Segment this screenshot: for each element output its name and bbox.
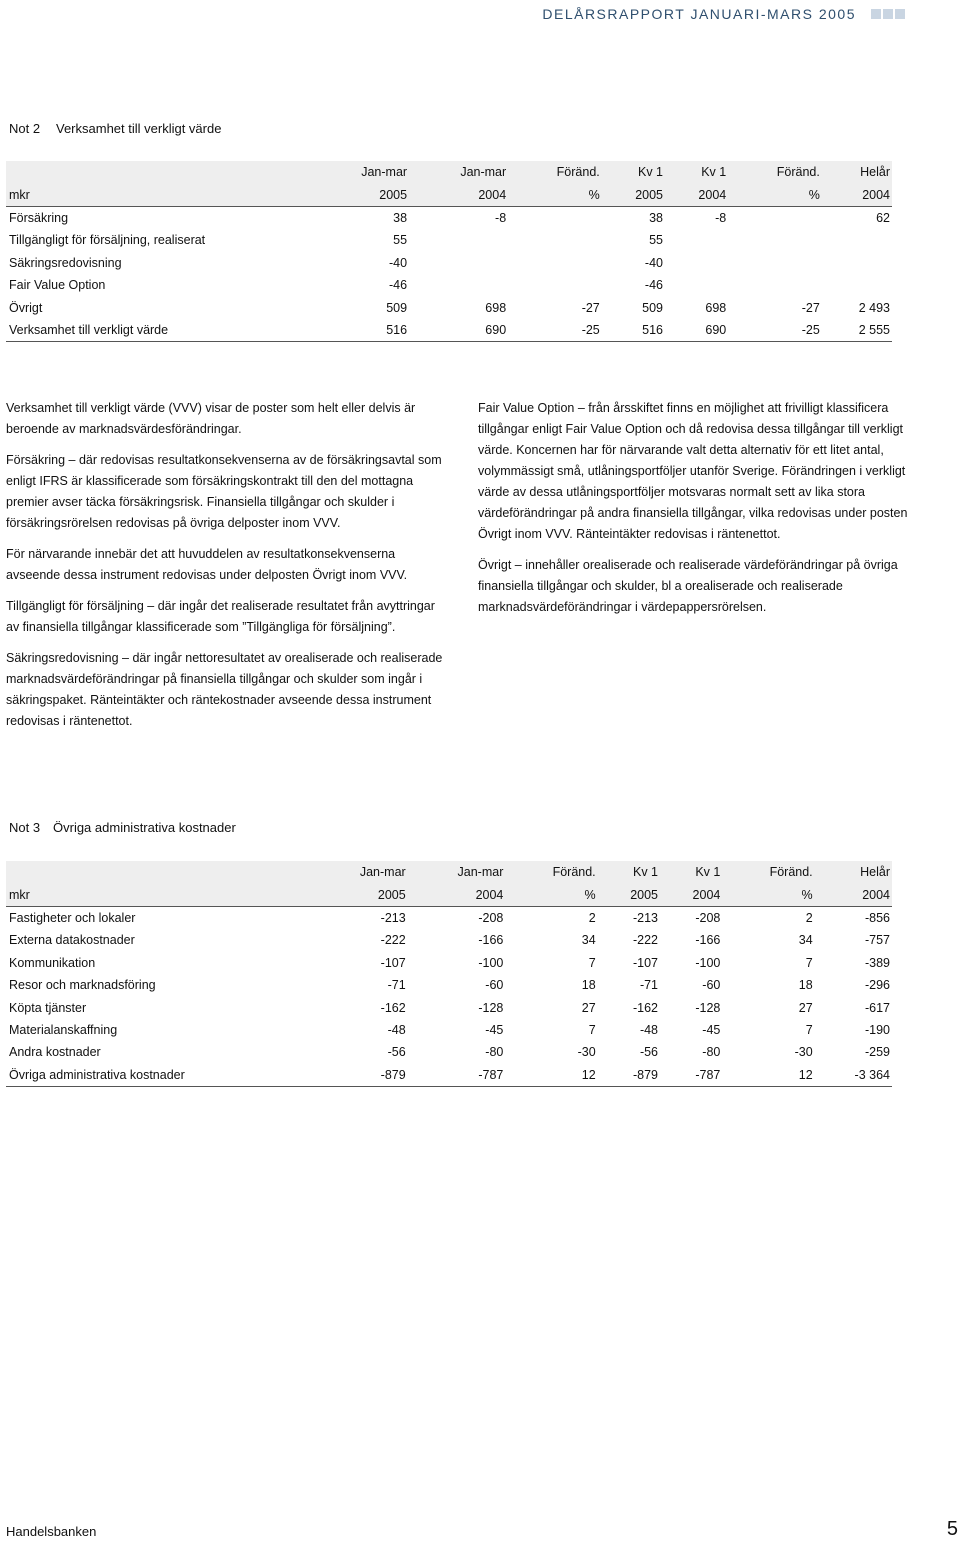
- table-cell: -213: [632, 910, 659, 925]
- note3-number: Not 3: [9, 820, 41, 835]
- table-cell: 698: [485, 300, 507, 315]
- table-header-row: [6, 883, 892, 906]
- page-number: 5: [946, 1518, 958, 1540]
- table-cell: -46: [389, 278, 408, 293]
- table-row: [6, 296, 892, 318]
- table-cell: -879: [598, 1064, 660, 1087]
- table-cell: Helår: [815, 861, 892, 883]
- table-row: [6, 952, 892, 974]
- table-cell: -80: [485, 1045, 504, 1060]
- table-cell: -45: [485, 1022, 504, 1037]
- table-cell: 698: [705, 300, 727, 315]
- table-cell: -8: [715, 210, 727, 225]
- paragraph: Tillgängligt för försäljning – där ingår det realiserade resultatet från avyttringar av finansiella tillgångar klassificerade som ”Tillgängliga för försäljning”.: [6, 599, 435, 634]
- paragraph: Försäkring – där redovisas resultatkonsekvenserna av de försäkringsavtal som enligt IFRS är klassificerade som försäkringskontrakt till den del mottagna premier avser täcka försäkringsrisk. Finansiella tillgångar och skulder i försäkringsrörelsen redovisas på övriga delposter inom VVV.: [6, 453, 442, 530]
- row-label: Materialanskaffning: [9, 1022, 118, 1037]
- table-cell: Föränd.: [722, 861, 814, 883]
- note2-number: Not 2: [9, 121, 41, 136]
- table-cell: [728, 206, 822, 229]
- table-cell: Kv 1: [602, 161, 665, 183]
- note3-table: [6, 861, 892, 1087]
- table-cell: -56: [387, 1045, 406, 1060]
- table-cell: -8: [495, 210, 507, 225]
- table-cell: -25: [508, 319, 602, 342]
- row-label: Resor och marknadsföring: [9, 978, 156, 993]
- table-row: [6, 229, 892, 251]
- table-row: [6, 252, 892, 274]
- table-cell: [822, 274, 892, 296]
- table-cell: -27: [581, 300, 600, 315]
- table-cell: 55: [649, 233, 663, 248]
- table-cell: 7: [805, 1022, 813, 1037]
- table-cell: 2004: [409, 183, 508, 206]
- table-cell: [822, 229, 892, 251]
- row-label: mkr: [6, 883, 310, 906]
- table-cell: 2004: [815, 883, 892, 906]
- note3-title: Övriga administrativa kostnader: [53, 820, 236, 835]
- table-cell: 34: [798, 933, 813, 948]
- note3-heading: [9, 820, 236, 835]
- table-cell: Kv 1: [598, 861, 660, 883]
- table-cell: [822, 252, 892, 274]
- row-label: Externa datakostnader: [9, 933, 135, 948]
- table-cell: -80: [702, 1045, 721, 1060]
- table-row: [6, 974, 892, 996]
- table-cell: 509: [386, 300, 408, 315]
- table-cell: -166: [695, 933, 721, 948]
- table-cell: -27: [801, 300, 820, 315]
- header-square: [895, 9, 905, 19]
- table-cell: 2 493: [858, 300, 890, 315]
- table-cell: -757: [864, 933, 890, 948]
- paragraph: Verksamhet till verkligt värde (VVV) visar de poster som helt eller delvis är beroende av marknadsvärdesförändringar.: [6, 401, 416, 436]
- table-cell: 2004: [408, 883, 506, 906]
- table-cell: Kv 1: [660, 861, 722, 883]
- table-cell: 27: [581, 1000, 596, 1015]
- text-column-left: [6, 398, 446, 742]
- table-cell: 18: [581, 978, 596, 993]
- table-cell: 38: [649, 210, 663, 225]
- table-cell: [728, 229, 822, 251]
- table-cell: 2005: [310, 883, 408, 906]
- table-cell: -128: [478, 1000, 504, 1015]
- table-cell: [508, 252, 602, 274]
- table-cell: 12: [505, 1064, 597, 1087]
- table-cell: [508, 274, 602, 296]
- header-decoration-squares: [871, 9, 905, 19]
- table-cell: %: [722, 883, 814, 906]
- table-cell: -100: [478, 955, 504, 970]
- table-row: [6, 206, 892, 229]
- table-cell: %: [728, 183, 822, 206]
- table-cell: -100: [695, 955, 721, 970]
- table-cell: 2004: [660, 883, 722, 906]
- header-square: [883, 9, 893, 19]
- table-header-row: [6, 161, 892, 183]
- table-cell: 516: [602, 319, 665, 342]
- paragraph: Fair Value Option – från årsskiftet finns en möjlighet att frivilligt klassificera tillgångar enligt Fair Value Option och då redovisa dessa tillgångar till verkligt värde. Koncernen har för närvarande valt detta alternativ för ett litet antal, volymmässigt små, utlåningsportföljer utanför Sverige. Förändringen i verkligt värde av dessa utlåningsportföljer motsvaras normalt sett av lika stora värdeförändringar på andra finansiella tillgångar, vilka redovisas under posten Övrigt inom VVV. Ränteintäkter redovisas i räntenettot.: [478, 401, 908, 541]
- table-cell: -25: [728, 319, 822, 342]
- table-cell: -162: [380, 1000, 406, 1015]
- table-cell: 12: [722, 1064, 814, 1087]
- table-cell: 2: [805, 910, 813, 925]
- table-cell: -208: [478, 910, 504, 925]
- table-cell: [728, 252, 822, 274]
- table-cell: [665, 274, 728, 296]
- table-cell: Kv 1: [665, 161, 728, 183]
- row-label: Köpta tjänster: [9, 1000, 87, 1015]
- table-cell: -128: [695, 1000, 721, 1015]
- table-cell: 27: [798, 1000, 813, 1015]
- table-cell: Jan-mar: [409, 161, 508, 183]
- table-cell: [665, 229, 728, 251]
- table-cell: -617: [864, 1000, 890, 1015]
- paragraph: För närvarande innebär det att huvuddelen av resultatkonsekvenserna avseende dessa instrument redovisas under delposten Övrigt inom VVV.: [6, 547, 408, 582]
- note2-table: [6, 161, 892, 342]
- table-row: [6, 996, 892, 1018]
- row-label: mkr: [6, 183, 310, 206]
- table-header-row: [6, 183, 892, 206]
- note2-heading: [9, 121, 221, 136]
- table-cell: -48: [387, 1022, 406, 1037]
- table-cell: -166: [478, 933, 504, 948]
- table-cell: -71: [387, 978, 406, 993]
- table-cell: -30: [577, 1045, 596, 1060]
- row-label: Säkringsredovisning: [9, 255, 122, 270]
- table-cell: 2 555: [822, 319, 892, 342]
- table-cell: -45: [702, 1022, 721, 1037]
- table-cell: Jan-mar: [310, 161, 409, 183]
- table-cell: %: [505, 883, 597, 906]
- table-cell: [665, 252, 728, 274]
- row-label: [6, 161, 310, 183]
- row-label: Övriga administrativa kostnader: [6, 1064, 310, 1087]
- table-cell: Föränd.: [508, 161, 602, 183]
- row-label: Tillgängligt för försäljning, realiserat: [9, 233, 206, 248]
- row-label: Andra kostnader: [9, 1045, 101, 1060]
- table-cell: 18: [798, 978, 813, 993]
- table-cell: 7: [588, 955, 596, 970]
- table-row: [6, 274, 892, 296]
- table-cell: 62: [876, 210, 890, 225]
- table-cell: [409, 252, 508, 274]
- table-cell: [728, 274, 822, 296]
- table-cell: -40: [389, 255, 408, 270]
- table-cell: -40: [644, 255, 663, 270]
- row-label: [6, 861, 310, 883]
- table-total-row: [6, 1064, 892, 1087]
- row-label: Övrigt: [9, 300, 43, 315]
- table-cell: -222: [380, 933, 406, 948]
- row-label: Verksamhet till verkligt värde: [6, 319, 310, 342]
- table-cell: -259: [864, 1045, 890, 1060]
- table-cell: 2005: [602, 183, 665, 206]
- table-total-row: [6, 319, 892, 342]
- table-cell: -213: [380, 910, 406, 925]
- table-cell: Jan-mar: [408, 861, 506, 883]
- table-cell: -71: [639, 978, 659, 993]
- table-cell: -389: [864, 955, 890, 970]
- table-cell: -107: [632, 955, 659, 970]
- table-cell: -787: [408, 1064, 506, 1087]
- table-cell: -856: [864, 910, 890, 925]
- table-cell: -3 364: [815, 1064, 892, 1087]
- text-column-right: [478, 398, 918, 628]
- table-cell: 2: [588, 910, 596, 925]
- report-header: DELÅRSRAPPORT JANUARI-MARS 2005: [542, 6, 856, 22]
- table-cell: -60: [702, 978, 721, 993]
- row-label: Fair Value Option: [9, 278, 106, 293]
- table-cell: -208: [695, 910, 721, 925]
- table-cell: -56: [639, 1045, 659, 1060]
- footer-bank-name: Handelsbanken: [6, 1524, 97, 1539]
- table-cell: 55: [393, 233, 408, 248]
- row-label: Försäkring: [9, 210, 69, 225]
- table-cell: [409, 229, 508, 251]
- table-cell: -162: [632, 1000, 659, 1015]
- table-cell: %: [508, 183, 602, 206]
- table-cell: -48: [639, 1022, 659, 1037]
- table-cell: 2004: [665, 183, 728, 206]
- table-cell: 2004: [822, 183, 892, 206]
- table-cell: -222: [632, 933, 659, 948]
- table-cell: 509: [642, 300, 663, 315]
- table-cell: -296: [864, 978, 890, 993]
- table-cell: 34: [581, 933, 596, 948]
- table-cell: -787: [660, 1064, 722, 1087]
- table-cell: 7: [805, 955, 813, 970]
- table-cell: 516: [310, 319, 409, 342]
- table-cell: [508, 206, 602, 229]
- table-cell: 690: [409, 319, 508, 342]
- table-cell: Jan-mar: [310, 861, 408, 883]
- table-cell: 7: [588, 1022, 596, 1037]
- table-row: [6, 1019, 892, 1041]
- table-row: [6, 929, 892, 951]
- table-cell: -879: [310, 1064, 408, 1087]
- table-cell: [508, 229, 602, 251]
- table-row: [6, 1041, 892, 1063]
- table-row: [6, 906, 892, 929]
- table-cell: 38: [393, 210, 408, 225]
- table-cell: Föränd.: [505, 861, 597, 883]
- table-cell: 690: [665, 319, 728, 342]
- table-cell: Helår: [822, 161, 892, 183]
- table-header-row: [6, 861, 892, 883]
- header-square: [871, 9, 881, 19]
- table-cell: -30: [794, 1045, 813, 1060]
- row-label: Kommunikation: [9, 955, 96, 970]
- table-cell: [409, 274, 508, 296]
- paragraph: Övrigt – innehåller orealiserade och realiserade värdeförändringar på övriga finansiella tillgångar och skulder, bl a orealiserade och realiserade marknadsvärdeförändringar i värdepappersrörelsen.: [478, 558, 898, 614]
- paragraph: Säkringsredovisning – där ingår nettoresultatet av orealiserade och realiserade marknadsvärdeförändringar på finansiella tillgångar och skulder som ingår i säkringspaket. Ränteintäkter och räntekostnader avseende dessa instrument redovisas i räntenettot.: [6, 651, 443, 728]
- table-cell: -190: [864, 1022, 890, 1037]
- table-cell: Föränd.: [728, 161, 822, 183]
- table-cell: -107: [380, 955, 406, 970]
- table-cell: 2005: [310, 183, 409, 206]
- row-label: Fastigheter och lokaler: [9, 910, 136, 925]
- note2-title: Verksamhet till verkligt värde: [56, 121, 222, 136]
- table-cell: -46: [644, 278, 663, 293]
- table-cell: -60: [485, 978, 504, 993]
- table-cell: 2005: [598, 883, 660, 906]
